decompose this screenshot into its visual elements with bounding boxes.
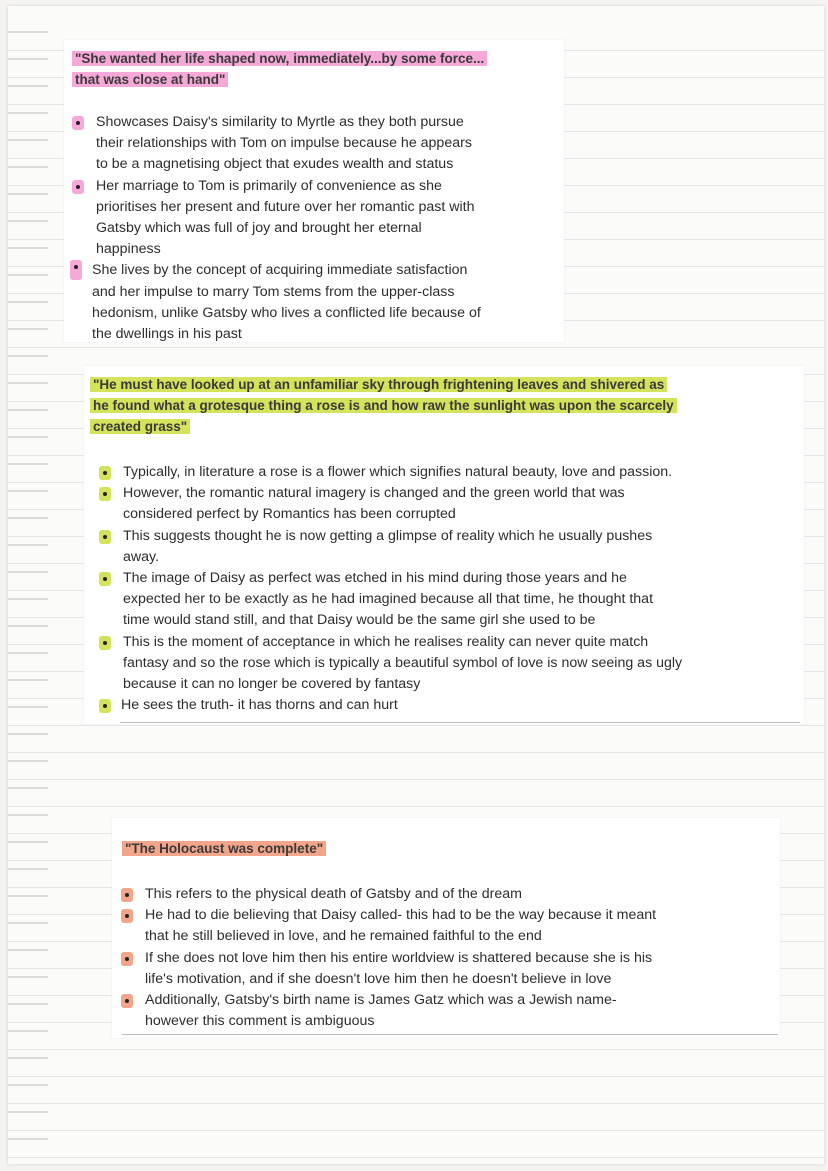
bullet-list-1	[92, 112, 481, 345]
quote-line: he found what a grotesque thing a rose is and how raw the sunlight was upon the scarcely	[90, 398, 677, 413]
bullet-marker	[99, 636, 111, 650]
list-item-line: However, the romantic natural imagery is changed and the green world that was	[123, 485, 625, 502]
list-item	[92, 260, 481, 345]
quote-line: "He must have looked up at an unfamiliar sky through frightening leaves and shivered as	[90, 377, 667, 392]
list-item	[123, 568, 798, 632]
bullet-marker	[70, 260, 82, 280]
bullet-marker	[99, 487, 111, 501]
list-item	[123, 632, 798, 696]
list-item	[123, 483, 798, 525]
list-item-line: prioritises her present and future over her romantic past with	[96, 198, 475, 215]
list-item-line: Gatsby which was full of joy and brought her eternal	[96, 220, 422, 237]
bullet-marker	[99, 572, 111, 586]
list-item	[145, 948, 775, 990]
list-item-line: and her impulse to marry Tom stems from the upper-class	[92, 283, 455, 300]
quote-line: that was close at hand"	[72, 72, 228, 87]
list-item-line: hedonism, unlike Gatsby who lives a conflicted life because of	[92, 304, 481, 321]
bullet-list-2	[123, 462, 798, 716]
list-item-line: The image of Daisy as perfect was etched in his mind during those years and he	[123, 570, 627, 587]
note-card-1	[64, 40, 564, 342]
list-item-line: Typically, in literature a rose is a flower which signifies natural beauty, love and passion.	[123, 464, 673, 480]
list-item	[96, 176, 481, 261]
list-item-line: fantasy and so the rose which is typically a beautiful symbol of love is now seeing as ugly	[123, 654, 683, 671]
margin-lines	[8, 6, 48, 1164]
bullet-marker	[99, 699, 111, 713]
list-item-line: If she does not love him then his entire worldview is shattered because she is his	[145, 949, 653, 966]
bullet-marker	[121, 909, 133, 923]
quote-1	[72, 48, 487, 90]
list-item-line: Her marriage to Tom is primarily of convenience as she	[96, 177, 442, 194]
list-item-line: the dwellings in his past	[92, 326, 242, 343]
quote-line: "She wanted her life shaped now, immediately...by some force...	[72, 51, 487, 66]
bullet-marker	[121, 952, 133, 966]
list-item-line: happiness	[96, 241, 161, 258]
list-item-line: expected her to be exactly as he had imagined because all that time, he thought that	[123, 591, 654, 608]
bullet-marker	[72, 180, 84, 194]
bullet-marker	[99, 530, 111, 544]
bullet-marker	[99, 466, 111, 480]
list-item	[123, 462, 798, 483]
list-item	[145, 990, 775, 1032]
list-item-line: She lives by the concept of acquiring immediate satisfaction	[92, 262, 468, 279]
list-item-line: that he still believed in love, and he remained faithful to the end	[145, 928, 542, 945]
list-item-line: Showcases Daisy's similarity to Myrtle as they both pursue	[96, 114, 464, 130]
quote-3	[122, 838, 326, 859]
quote-line: "The Holocaust was complete"	[122, 841, 326, 856]
list-item-line: to be a magnetising object that exudes wealth and status	[96, 156, 454, 173]
bullet-marker	[121, 994, 133, 1008]
list-item-line: Additionally, Gatsby's birth name is James Gatz which was a Jewish name-	[145, 992, 617, 1009]
list-item	[121, 695, 798, 716]
quote-line: created grass"	[90, 419, 190, 434]
note-card-3	[112, 818, 780, 1038]
list-item-line: away.	[123, 548, 160, 565]
note-card-2	[84, 366, 804, 724]
bullet-marker	[121, 888, 133, 902]
list-item-line: He had to die believing that Daisy called- this had to be the way because it meant	[145, 907, 657, 924]
quote-2	[90, 374, 677, 437]
list-item	[123, 526, 798, 568]
list-item-line: This refers to the physical death of Gatsby and of the dream	[145, 886, 522, 902]
notebook-page	[8, 6, 824, 1164]
list-item-line: however this comment is ambiguous	[145, 1013, 375, 1030]
bullet-list-3	[145, 884, 775, 1032]
list-item-line: This is the moment of acceptance in which he realises reality can never quite match	[123, 633, 649, 650]
list-item-line: life's motivation, and if she doesn't love him then he doesn't believe in love	[145, 970, 612, 987]
list-item-line: He sees the truth- it has thorns and can hurt	[121, 697, 398, 714]
list-item-line: considered perfect by Romantics has been corrupted	[123, 506, 456, 523]
list-item-line: time would stand still, and that Daisy would be the same girl she used to be	[123, 612, 596, 629]
underline-rule	[120, 722, 800, 723]
underline-rule	[122, 1034, 778, 1035]
list-item	[96, 112, 481, 176]
list-item-line: because it can no longer be covered by fantasy	[123, 676, 421, 693]
list-item-line: their relationships with Tom on impulse because he appears	[96, 135, 472, 152]
list-item	[145, 884, 775, 905]
list-item	[145, 905, 775, 947]
bullet-marker	[72, 116, 84, 130]
list-item-line: This suggests thought he is now getting a glimpse of reality which he usually pushes	[123, 527, 653, 544]
